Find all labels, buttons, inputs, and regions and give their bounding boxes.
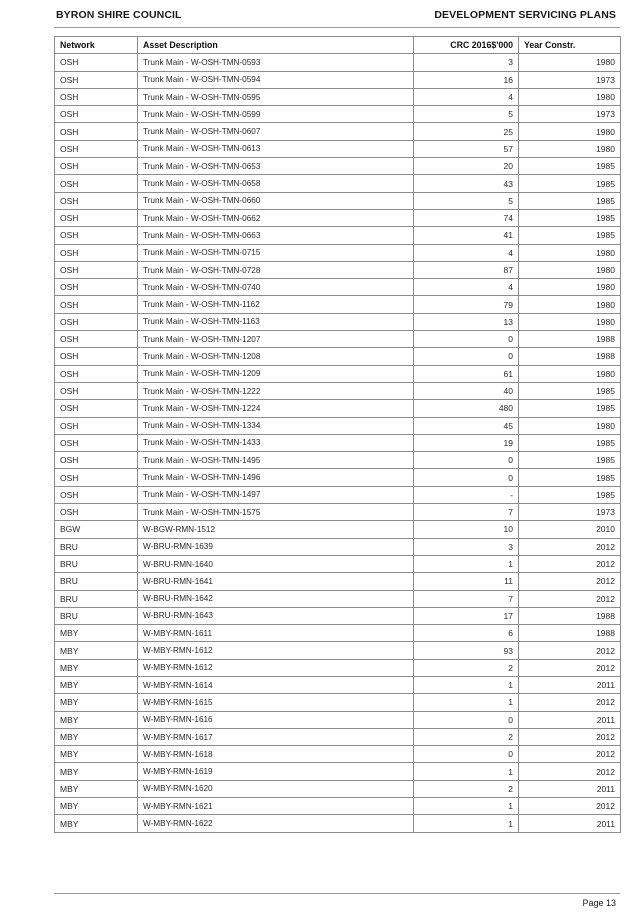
- crc-value-cell: 57: [414, 140, 519, 157]
- year-constructed-cell: 1980: [519, 296, 621, 313]
- year-constructed-cell: 2012: [519, 746, 621, 763]
- year-constructed-cell: 1980: [519, 365, 621, 382]
- asset-description-cell: W-BGW-RMN-1512: [138, 521, 414, 538]
- year-constructed-cell: 1980: [519, 313, 621, 330]
- table-row: [55, 192, 621, 209]
- asset-description-cell: W-MBY-RMN-1619: [138, 763, 414, 780]
- network-cell: MBY: [55, 659, 138, 676]
- year-constructed-cell: 1988: [519, 625, 621, 642]
- network-cell: OSH: [55, 296, 138, 313]
- table-row: [55, 140, 621, 157]
- asset-description-cell: Trunk Main - W-OSH-TMN-0594: [138, 71, 414, 88]
- asset-description-cell: Trunk Main - W-OSH-TMN-1209: [138, 365, 414, 382]
- year-constructed-cell: 1985: [519, 469, 621, 486]
- asset-description-cell: Trunk Main - W-OSH-TMN-0728: [138, 261, 414, 278]
- year-constructed-cell: 2012: [519, 538, 621, 555]
- crc-value-cell: 87: [414, 261, 519, 278]
- column-header-network: Network: [55, 37, 138, 54]
- year-constructed-cell: 1973: [519, 71, 621, 88]
- asset-description-cell: Trunk Main - W-OSH-TMN-0613: [138, 140, 414, 157]
- table-row: [55, 88, 621, 105]
- year-constructed-cell: 1973: [519, 106, 621, 123]
- asset-description-cell: Trunk Main - W-OSH-TMN-0740: [138, 279, 414, 296]
- asset-description-cell: Trunk Main - W-OSH-TMN-0660: [138, 192, 414, 209]
- asset-description-cell: Trunk Main - W-OSH-TMN-0593: [138, 54, 414, 71]
- asset-description-cell: Trunk Main - W-OSH-TMN-1495: [138, 452, 414, 469]
- network-cell: OSH: [55, 71, 138, 88]
- network-cell: OSH: [55, 209, 138, 226]
- year-constructed-cell: 1973: [519, 504, 621, 521]
- table-row: [55, 331, 621, 348]
- network-cell: MBY: [55, 676, 138, 693]
- crc-value-cell: 93: [414, 642, 519, 659]
- table-row: [55, 244, 621, 261]
- asset-description-cell: W-BRU-RMN-1639: [138, 538, 414, 555]
- network-cell: OSH: [55, 313, 138, 330]
- crc-value-cell: 16: [414, 71, 519, 88]
- network-cell: OSH: [55, 452, 138, 469]
- table-row: [55, 538, 621, 555]
- crc-value-cell: 0: [414, 452, 519, 469]
- year-constructed-cell: 2012: [519, 659, 621, 676]
- table-row: [55, 676, 621, 693]
- asset-description-cell: W-MBY-RMN-1612: [138, 659, 414, 676]
- crc-value-cell: 1: [414, 763, 519, 780]
- table-row: [55, 486, 621, 503]
- crc-value-cell: 1: [414, 815, 519, 832]
- year-constructed-cell: 1980: [519, 261, 621, 278]
- table-row: [55, 659, 621, 676]
- year-constructed-cell: 1980: [519, 123, 621, 140]
- asset-description-cell: W-MBY-RMN-1611: [138, 625, 414, 642]
- table-row: [55, 694, 621, 711]
- table-row: [55, 607, 621, 624]
- header-organization: BYRON SHIRE COUNCIL: [56, 9, 182, 21]
- year-constructed-cell: 2012: [519, 798, 621, 815]
- crc-value-cell: 2: [414, 780, 519, 797]
- table-row: [55, 71, 621, 88]
- network-cell: MBY: [55, 798, 138, 815]
- table-row: [55, 296, 621, 313]
- year-constructed-cell: 2011: [519, 780, 621, 797]
- year-constructed-cell: 1980: [519, 54, 621, 71]
- asset-description-cell: W-BRU-RMN-1642: [138, 590, 414, 607]
- table-row: [55, 54, 621, 71]
- crc-value-cell: 0: [414, 469, 519, 486]
- crc-value-cell: 74: [414, 209, 519, 226]
- crc-value-cell: 1: [414, 798, 519, 815]
- network-cell: MBY: [55, 625, 138, 642]
- asset-description-cell: Trunk Main - W-OSH-TMN-0715: [138, 244, 414, 261]
- asset-description-cell: Trunk Main - W-OSH-TMN-1163: [138, 313, 414, 330]
- asset-description-cell: W-BRU-RMN-1641: [138, 573, 414, 590]
- crc-value-cell: 0: [414, 331, 519, 348]
- network-cell: OSH: [55, 382, 138, 399]
- column-header-crc: CRC 2016$'000: [414, 37, 519, 54]
- network-cell: BGW: [55, 521, 138, 538]
- year-constructed-cell: 1985: [519, 192, 621, 209]
- year-constructed-cell: 2012: [519, 763, 621, 780]
- asset-description-cell: W-BRU-RMN-1643: [138, 607, 414, 624]
- crc-value-cell: 7: [414, 504, 519, 521]
- crc-value-cell: 5: [414, 106, 519, 123]
- table-row: [55, 106, 621, 123]
- crc-value-cell: 5: [414, 192, 519, 209]
- year-constructed-cell: 1985: [519, 400, 621, 417]
- asset-description-cell: W-MBY-RMN-1617: [138, 728, 414, 745]
- year-constructed-cell: 2012: [519, 694, 621, 711]
- header-document-title: DEVELOPMENT SERVICING PLANS: [434, 9, 616, 21]
- table-row: [55, 746, 621, 763]
- network-cell: MBY: [55, 815, 138, 832]
- network-cell: OSH: [55, 331, 138, 348]
- crc-value-cell: 61: [414, 365, 519, 382]
- year-constructed-cell: 2010: [519, 521, 621, 538]
- network-cell: OSH: [55, 175, 138, 192]
- crc-value-cell: 0: [414, 348, 519, 365]
- asset-description-cell: Trunk Main - W-OSH-TMN-1575: [138, 504, 414, 521]
- network-cell: MBY: [55, 694, 138, 711]
- year-constructed-cell: 1980: [519, 244, 621, 261]
- crc-value-cell: 3: [414, 538, 519, 555]
- year-constructed-cell: 1980: [519, 417, 621, 434]
- crc-value-cell: 6: [414, 625, 519, 642]
- table-row: [55, 279, 621, 296]
- network-cell: OSH: [55, 348, 138, 365]
- table-row: [55, 175, 621, 192]
- network-cell: BRU: [55, 590, 138, 607]
- asset-description-cell: Trunk Main - W-OSH-TMN-0595: [138, 88, 414, 105]
- asset-description-cell: Trunk Main - W-OSH-TMN-1208: [138, 348, 414, 365]
- table-row: [55, 209, 621, 226]
- table-row: [55, 348, 621, 365]
- crc-value-cell: 7: [414, 590, 519, 607]
- year-constructed-cell: 2012: [519, 590, 621, 607]
- year-constructed-cell: 1988: [519, 348, 621, 365]
- column-header-year-constructed: Year Constr.: [519, 37, 621, 54]
- table-row: [55, 123, 621, 140]
- network-cell: BRU: [55, 607, 138, 624]
- network-cell: MBY: [55, 642, 138, 659]
- table-row: [55, 763, 621, 780]
- network-cell: BRU: [55, 573, 138, 590]
- table-row: [55, 261, 621, 278]
- table-row: [55, 158, 621, 175]
- asset-description-cell: Trunk Main - W-OSH-TMN-1162: [138, 296, 414, 313]
- asset-description-cell: Trunk Main - W-OSH-TMN-0607: [138, 123, 414, 140]
- crc-value-cell: 4: [414, 279, 519, 296]
- asset-description-cell: W-MBY-RMN-1621: [138, 798, 414, 815]
- crc-value-cell: 25: [414, 123, 519, 140]
- crc-value-cell: 1: [414, 555, 519, 572]
- crc-value-cell: 0: [414, 711, 519, 728]
- crc-value-cell: 43: [414, 175, 519, 192]
- asset-description-cell: W-MBY-RMN-1614: [138, 676, 414, 693]
- asset-description-cell: Trunk Main - W-OSH-TMN-1433: [138, 434, 414, 451]
- network-cell: OSH: [55, 279, 138, 296]
- asset-description-cell: W-MBY-RMN-1620: [138, 780, 414, 797]
- network-cell: BRU: [55, 555, 138, 572]
- network-cell: MBY: [55, 728, 138, 745]
- year-constructed-cell: 1985: [519, 434, 621, 451]
- network-cell: MBY: [55, 711, 138, 728]
- table-header-row: [55, 37, 621, 54]
- table-row: [55, 728, 621, 745]
- network-cell: BRU: [55, 538, 138, 555]
- year-constructed-cell: 1980: [519, 140, 621, 157]
- crc-value-cell: 2: [414, 728, 519, 745]
- table-row: [55, 642, 621, 659]
- year-constructed-cell: 1985: [519, 209, 621, 226]
- asset-table: [54, 36, 621, 833]
- table-row: [55, 555, 621, 572]
- table-row: [55, 625, 621, 642]
- crc-value-cell: 4: [414, 88, 519, 105]
- table-row: [55, 711, 621, 728]
- crc-value-cell: 480: [414, 400, 519, 417]
- year-constructed-cell: 1985: [519, 452, 621, 469]
- asset-description-cell: Trunk Main - W-OSH-TMN-0599: [138, 106, 414, 123]
- year-constructed-cell: 2012: [519, 573, 621, 590]
- year-constructed-cell: 1985: [519, 227, 621, 244]
- asset-description-cell: Trunk Main - W-OSH-TMN-1222: [138, 382, 414, 399]
- network-cell: OSH: [55, 365, 138, 382]
- network-cell: OSH: [55, 88, 138, 105]
- year-constructed-cell: 1985: [519, 175, 621, 192]
- asset-description-cell: Trunk Main - W-OSH-TMN-0658: [138, 175, 414, 192]
- network-cell: OSH: [55, 227, 138, 244]
- table-row: [55, 227, 621, 244]
- table-row: [55, 313, 621, 330]
- asset-description-cell: Trunk Main - W-OSH-TMN-1497: [138, 486, 414, 503]
- crc-value-cell: 1: [414, 694, 519, 711]
- asset-description-cell: Trunk Main - W-OSH-TMN-1334: [138, 417, 414, 434]
- network-cell: OSH: [55, 261, 138, 278]
- network-cell: OSH: [55, 244, 138, 261]
- table-row: [55, 365, 621, 382]
- network-cell: OSH: [55, 434, 138, 451]
- table-row: [55, 382, 621, 399]
- table-row: [55, 452, 621, 469]
- crc-value-cell: 3: [414, 54, 519, 71]
- crc-value-cell: 11: [414, 573, 519, 590]
- network-cell: OSH: [55, 486, 138, 503]
- crc-value-cell: 0: [414, 746, 519, 763]
- network-cell: OSH: [55, 123, 138, 140]
- asset-description-cell: Trunk Main - W-OSH-TMN-1224: [138, 400, 414, 417]
- year-constructed-cell: 2011: [519, 815, 621, 832]
- year-constructed-cell: 2012: [519, 555, 621, 572]
- network-cell: OSH: [55, 417, 138, 434]
- table-body: [55, 54, 621, 832]
- table-row: [55, 504, 621, 521]
- table-row: [55, 521, 621, 538]
- network-cell: MBY: [55, 746, 138, 763]
- network-cell: OSH: [55, 158, 138, 175]
- year-constructed-cell: 1985: [519, 486, 621, 503]
- crc-value-cell: 19: [414, 434, 519, 451]
- network-cell: MBY: [55, 763, 138, 780]
- asset-description-cell: Trunk Main - W-OSH-TMN-1207: [138, 331, 414, 348]
- year-constructed-cell: 1988: [519, 607, 621, 624]
- asset-description-cell: W-MBY-RMN-1615: [138, 694, 414, 711]
- asset-description-cell: Trunk Main - W-OSH-TMN-0663: [138, 227, 414, 244]
- network-cell: OSH: [55, 192, 138, 209]
- table-row: [55, 815, 621, 832]
- table-row: [55, 573, 621, 590]
- footer-divider: [54, 893, 620, 894]
- year-constructed-cell: 2011: [519, 676, 621, 693]
- column-header-asset-description: Asset Description: [138, 37, 414, 54]
- asset-description-cell: W-MBY-RMN-1622: [138, 815, 414, 832]
- crc-value-cell: 17: [414, 607, 519, 624]
- crc-value-cell: 40: [414, 382, 519, 399]
- crc-value-cell: 20: [414, 158, 519, 175]
- asset-description-cell: Trunk Main - W-OSH-TMN-0662: [138, 209, 414, 226]
- table-row: [55, 469, 621, 486]
- year-constructed-cell: 2012: [519, 642, 621, 659]
- crc-value-cell: 79: [414, 296, 519, 313]
- crc-value-cell: 10: [414, 521, 519, 538]
- asset-description-cell: Trunk Main - W-OSH-TMN-1496: [138, 469, 414, 486]
- year-constructed-cell: 2012: [519, 728, 621, 745]
- asset-description-cell: W-BRU-RMN-1640: [138, 555, 414, 572]
- year-constructed-cell: 1980: [519, 88, 621, 105]
- crc-value-cell: 1: [414, 676, 519, 693]
- header-divider: [54, 27, 620, 28]
- table-row: [55, 417, 621, 434]
- table-row: [55, 798, 621, 815]
- crc-value-cell: 4: [414, 244, 519, 261]
- year-constructed-cell: 2011: [519, 711, 621, 728]
- crc-value-cell: 45: [414, 417, 519, 434]
- crc-value-cell: 41: [414, 227, 519, 244]
- network-cell: MBY: [55, 780, 138, 797]
- asset-description-cell: W-MBY-RMN-1618: [138, 746, 414, 763]
- table-row: [55, 780, 621, 797]
- network-cell: OSH: [55, 140, 138, 157]
- year-constructed-cell: 1980: [519, 279, 621, 296]
- network-cell: OSH: [55, 400, 138, 417]
- crc-value-cell: 2: [414, 659, 519, 676]
- network-cell: OSH: [55, 469, 138, 486]
- table-row: [55, 434, 621, 451]
- page-number: Page 13: [582, 898, 616, 908]
- year-constructed-cell: 1985: [519, 158, 621, 175]
- asset-description-cell: Trunk Main - W-OSH-TMN-0653: [138, 158, 414, 175]
- table-row: [55, 400, 621, 417]
- network-cell: OSH: [55, 106, 138, 123]
- network-cell: OSH: [55, 504, 138, 521]
- crc-value-cell: -: [414, 486, 519, 503]
- asset-description-cell: W-MBY-RMN-1612: [138, 642, 414, 659]
- crc-value-cell: 13: [414, 313, 519, 330]
- asset-description-cell: W-MBY-RMN-1616: [138, 711, 414, 728]
- network-cell: OSH: [55, 54, 138, 71]
- table-row: [55, 590, 621, 607]
- year-constructed-cell: 1988: [519, 331, 621, 348]
- year-constructed-cell: 1985: [519, 382, 621, 399]
